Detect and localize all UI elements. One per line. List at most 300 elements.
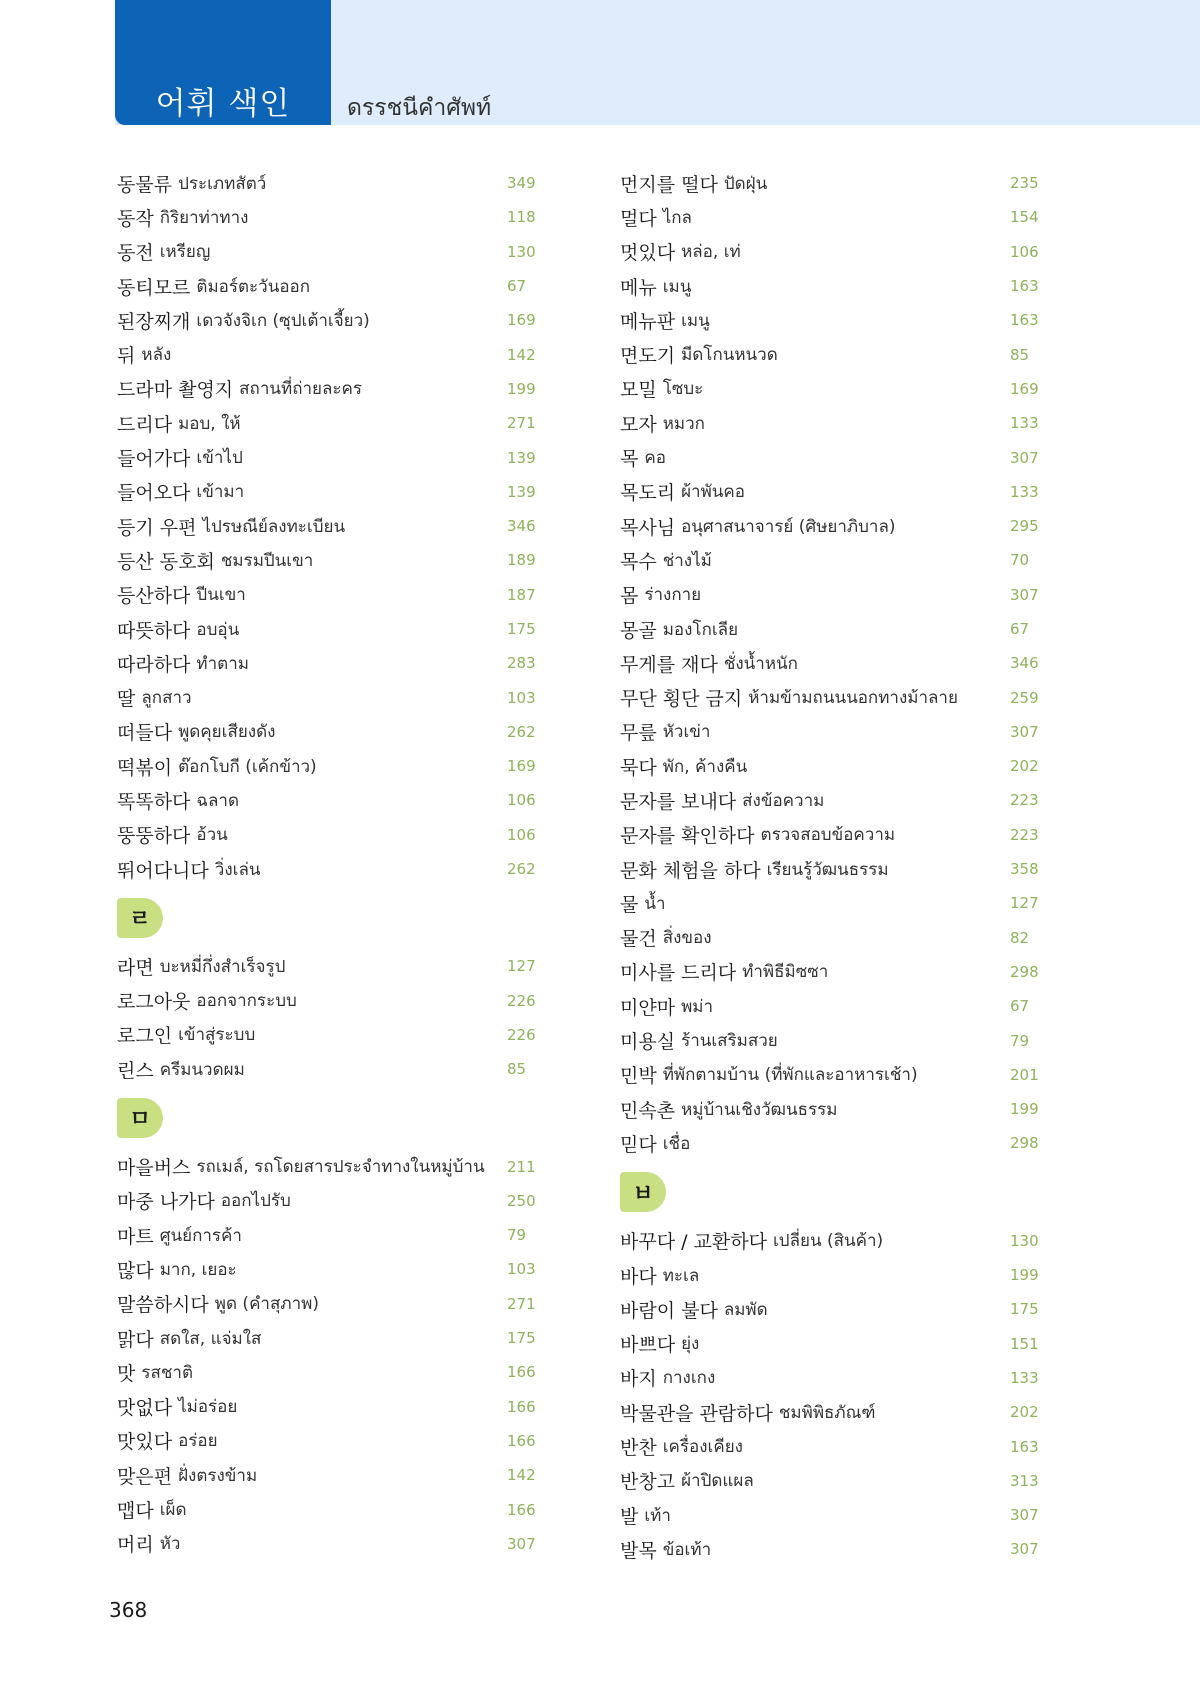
thai-translation: ออกไปรับ xyxy=(220,1191,291,1212)
korean-term: 묵다 xyxy=(620,756,657,779)
thai-translation: รสชาติ xyxy=(141,1362,193,1383)
thai-translation: เครื่องเคียง xyxy=(662,1437,743,1458)
thai-translation: ร้านเสริมสวย xyxy=(681,1031,778,1052)
korean-term: 들어오다 xyxy=(117,482,191,505)
index-entry xyxy=(117,646,534,680)
thai-translation: ไปรษณีย์ลงทะเบียน xyxy=(202,516,346,537)
thai-translation: วิ่งเล่น xyxy=(214,859,261,880)
page-reference: 82 xyxy=(1010,928,1030,947)
thai-translation: ปัดฝุ่น xyxy=(723,173,768,194)
korean-term: 드리다 xyxy=(117,413,173,436)
korean-term: 맛 xyxy=(117,1362,136,1385)
page-reference: 307 xyxy=(507,1534,536,1553)
page-reference: 223 xyxy=(1010,791,1039,810)
page-reference: 199 xyxy=(507,379,536,398)
thai-translation: เมนู xyxy=(681,310,710,331)
page-reference: 346 xyxy=(507,517,536,536)
index-entry xyxy=(620,303,1037,337)
index-entry xyxy=(620,749,1037,783)
korean-term: 딸 xyxy=(117,688,136,711)
korean-term: 동전 xyxy=(117,242,154,265)
korean-term: 로그인 xyxy=(117,1025,173,1048)
index-entry xyxy=(620,578,1037,612)
section-header xyxy=(620,1161,1037,1224)
thai-translation: หมู่บ้านเชิงวัฒนธรรม xyxy=(681,1099,838,1120)
index-entry xyxy=(620,715,1037,749)
thai-translation: รถเมล์, รถโดยสารประจำทางในหมู่บ้าน xyxy=(196,1157,485,1178)
korean-term: 맵다 xyxy=(117,1500,154,1523)
thai-translation: โซบะ xyxy=(662,379,704,400)
page-reference: 163 xyxy=(1010,1437,1039,1456)
thai-translation: มาก, เยอะ xyxy=(159,1259,237,1280)
korean-term: 따뜻하다 xyxy=(117,619,191,642)
page-number: 368 xyxy=(109,1598,148,1622)
korean-term: 민속촌 xyxy=(620,1099,676,1122)
index-entry xyxy=(117,269,534,303)
thai-translation: คอ xyxy=(644,448,666,469)
page-reference: 166 xyxy=(507,1397,536,1416)
thai-translation: ฝั่งตรงข้าม xyxy=(178,1465,258,1486)
thai-translation: อบอุ่น xyxy=(196,619,240,640)
korean-term: 맛없다 xyxy=(117,1397,173,1420)
thai-translation: ทำตาม xyxy=(196,653,249,674)
korean-term: 떡볶이 xyxy=(117,756,173,779)
index-entry xyxy=(620,783,1037,817)
thai-translation: ช่างไม้ xyxy=(662,550,712,571)
page-reference: 313 xyxy=(1010,1471,1039,1490)
index-entry xyxy=(620,440,1037,474)
korean-term: 목도리 xyxy=(620,482,676,505)
thai-translation: อ้วน xyxy=(196,825,228,846)
index-entry xyxy=(117,303,534,337)
index-entry xyxy=(117,984,534,1018)
korean-term: 메뉴 xyxy=(620,276,657,299)
korean-term: 등산 동호회 xyxy=(117,550,215,573)
index-entry xyxy=(117,1355,534,1389)
index-entry xyxy=(620,1327,1037,1361)
index-entry xyxy=(117,475,534,509)
korean-term: 떠들다 xyxy=(117,722,173,745)
page-reference: 118 xyxy=(507,208,536,227)
index-entry xyxy=(620,200,1037,234)
thai-translation: ชมรมปีนเขา xyxy=(220,550,314,571)
index-entry xyxy=(117,749,534,783)
korean-term: 맞은편 xyxy=(117,1465,173,1488)
index-entry xyxy=(117,1052,534,1086)
thai-translation: ฉลาด xyxy=(196,790,240,811)
index-entry xyxy=(620,680,1037,714)
page-reference: 226 xyxy=(507,991,536,1010)
page-reference: 166 xyxy=(507,1363,536,1382)
page-reference: 235 xyxy=(1010,174,1039,193)
index-entry xyxy=(117,337,534,371)
page-reference: 202 xyxy=(1010,1403,1039,1422)
thai-translation: เปลี่ยน (สินค้า) xyxy=(772,1231,884,1252)
page-reference: 223 xyxy=(1010,825,1039,844)
page-reference: 163 xyxy=(1010,277,1039,296)
page-reference: 67 xyxy=(1010,620,1030,638)
page-reference: 175 xyxy=(507,1329,536,1348)
thai-translation: ชั่งน้ำหนัก xyxy=(723,653,798,674)
index-entry xyxy=(117,372,534,406)
korean-term: 메뉴판 xyxy=(620,310,676,333)
korean-term: 모밀 xyxy=(620,379,657,402)
korean-term: 마을버스 xyxy=(117,1157,191,1180)
thai-translation: ตรวจสอบข้อความ xyxy=(760,825,896,846)
index-entry xyxy=(620,509,1037,543)
page-reference: 346 xyxy=(1010,654,1039,673)
index-entry xyxy=(620,1023,1037,1057)
korean-term: 무게를 재다 xyxy=(620,653,718,676)
index-entry xyxy=(620,235,1037,269)
index-entry xyxy=(117,680,534,714)
page-reference: 226 xyxy=(507,1025,536,1044)
index-entry xyxy=(117,612,534,646)
section-badge: ㅂ xyxy=(620,1172,666,1212)
index-entry xyxy=(117,200,534,234)
index-entry xyxy=(620,475,1037,509)
korean-term: 따라하다 xyxy=(117,653,191,676)
index-entry xyxy=(620,886,1037,920)
korean-term: 먼지를 떨다 xyxy=(620,173,718,196)
page-reference: 130 xyxy=(507,242,536,261)
page-reference: 262 xyxy=(507,722,536,741)
index-entry xyxy=(117,166,534,200)
index-entry xyxy=(117,783,534,817)
korean-term: 문자를 보내다 xyxy=(620,790,737,813)
thai-translation: ชมพิพิธภัณฑ์ xyxy=(778,1402,876,1423)
korean-term: 민박 xyxy=(620,1065,657,1088)
korean-term: 로그아웃 xyxy=(117,991,191,1014)
index-entry xyxy=(117,406,534,440)
korean-term: 바다 xyxy=(620,1265,657,1288)
korean-term: 뒤 xyxy=(117,345,136,368)
thai-translation: กางเกง xyxy=(662,1368,716,1389)
thai-translation: เท้า xyxy=(644,1505,671,1526)
korean-term: 목사님 xyxy=(620,516,676,539)
korean-term: 문자를 확인하다 xyxy=(620,825,755,848)
index-entry xyxy=(620,818,1037,852)
page-reference: 67 xyxy=(1010,997,1030,1016)
index-entry xyxy=(620,1092,1037,1126)
page-title: 어휘 색인 xyxy=(155,86,291,122)
korean-term: 동작 xyxy=(117,207,154,230)
page-reference: 139 xyxy=(507,482,536,501)
korean-term: 똑똑하다 xyxy=(117,790,191,813)
thai-translation: ทำพิธีมิซซา xyxy=(742,962,829,983)
index-entry xyxy=(620,1395,1037,1429)
korean-term: 바지 xyxy=(620,1368,657,1391)
korean-term: 바꾸다 / 교환하다 xyxy=(620,1231,767,1254)
thai-translation: ที่พักตามบ้าน (ที่พักและอาหารเช้า) xyxy=(662,1065,918,1086)
index-entry xyxy=(620,337,1037,371)
korean-term: 면도기 xyxy=(620,345,676,368)
thai-translation: พัก, ค้างคืน xyxy=(662,756,748,777)
index-entry xyxy=(620,955,1037,989)
index-entry xyxy=(620,372,1037,406)
index-entry xyxy=(620,1464,1037,1498)
thai-translation: เดวจังจิเก (ซุปเต้าเจี้ยว) xyxy=(196,310,370,331)
page-reference: 85 xyxy=(1010,345,1030,364)
korean-term: 마중 나가다 xyxy=(117,1191,215,1214)
thai-translation: ประเภทสัตว์ xyxy=(178,173,267,194)
korean-term: 몸 xyxy=(620,585,639,608)
korean-term: 목 xyxy=(620,448,639,471)
thai-translation: สิ่งของ xyxy=(662,928,712,949)
thai-translation: ออกจากระบบ xyxy=(196,991,297,1012)
index-entry xyxy=(117,578,534,612)
korean-term: 미사를 드리다 xyxy=(620,962,737,985)
page-reference: 199 xyxy=(1010,1100,1039,1119)
thai-translation: เชื่อ xyxy=(662,1133,691,1154)
page-reference: 298 xyxy=(1010,1134,1039,1153)
page-reference: 271 xyxy=(507,1294,536,1313)
index-entry xyxy=(620,612,1037,646)
thai-translation: น้ำ xyxy=(644,893,666,914)
thai-translation: พม่า xyxy=(681,996,714,1017)
thai-translation: ผ้าพันคอ xyxy=(681,482,745,503)
korean-term: 동물류 xyxy=(117,173,173,196)
index-entry xyxy=(620,989,1037,1023)
thai-translation: สถานที่ถ่ายละคร xyxy=(239,379,363,400)
index-entry xyxy=(117,949,534,983)
page-reference: 106 xyxy=(507,825,536,844)
thai-translation: ไกล xyxy=(662,207,692,228)
korean-term: 무릎 xyxy=(620,722,657,745)
section-header xyxy=(117,886,534,949)
index-entry xyxy=(620,406,1037,440)
index-entry xyxy=(620,166,1037,200)
thai-translation: หมวก xyxy=(662,413,705,434)
korean-term: 린스 xyxy=(117,1059,154,1082)
page-reference: 202 xyxy=(1010,757,1039,776)
thai-translation: เผ็ด xyxy=(159,1500,187,1521)
korean-term: 미얀마 xyxy=(620,996,676,1019)
page-reference: 295 xyxy=(1010,517,1039,536)
korean-term: 반창고 xyxy=(620,1471,676,1494)
thai-translation: ข้อเท้า xyxy=(662,1539,712,1560)
page-reference: 127 xyxy=(1010,894,1039,913)
page-reference: 349 xyxy=(507,174,536,193)
korean-term: 된장찌개 xyxy=(117,310,191,333)
korean-term: 문화 체험을 하다 xyxy=(620,859,761,882)
page-reference: 271 xyxy=(507,414,536,433)
thai-translation: พูดคุยเสียงดัง xyxy=(178,722,276,743)
page-reference: 189 xyxy=(507,551,536,570)
korean-term: 바람이 불다 xyxy=(620,1299,718,1322)
page-reference: 85 xyxy=(507,1060,527,1079)
thai-translation: ทะเล xyxy=(662,1265,700,1286)
korean-term: 말씀하시다 xyxy=(117,1294,209,1317)
korean-term: 마트 xyxy=(117,1225,154,1248)
index-entry xyxy=(620,646,1037,680)
index-entry xyxy=(117,1218,534,1252)
page-reference: 283 xyxy=(507,654,536,673)
korean-term: 믿다 xyxy=(620,1133,657,1156)
thai-translation: ส่งข้อความ xyxy=(742,790,825,811)
thai-translation: หลัง xyxy=(141,345,172,366)
korean-term: 모자 xyxy=(620,413,657,436)
thai-translation: หัว xyxy=(159,1534,181,1555)
thai-translation: มอบ, ให้ xyxy=(178,413,241,434)
page-reference: 307 xyxy=(1010,1506,1039,1525)
index-entry xyxy=(117,440,534,474)
korean-term: 미용실 xyxy=(620,1031,676,1054)
korean-term: 몽골 xyxy=(620,619,657,642)
korean-term: 동티모르 xyxy=(117,276,191,299)
thai-translation: ลมพัด xyxy=(723,1299,768,1320)
page-reference: 307 xyxy=(1010,1540,1039,1559)
index-entry xyxy=(117,1424,534,1458)
thai-translation: หัวเข่า xyxy=(662,722,711,743)
page-subtitle: ดรรชนีคำศัพท์ xyxy=(347,95,492,121)
section-header xyxy=(117,1086,534,1149)
thai-translation: ร่างกาย xyxy=(644,585,702,606)
korean-term: 들어가다 xyxy=(117,448,191,471)
index-entry xyxy=(117,1458,534,1492)
index-entry xyxy=(620,1224,1037,1258)
page-reference: 154 xyxy=(1010,208,1039,227)
index-entry xyxy=(117,1149,534,1183)
index-entry xyxy=(620,1532,1037,1566)
page-reference: 106 xyxy=(507,791,536,810)
thai-translation: ปีนเขา xyxy=(196,585,246,606)
korean-term: 맛있다 xyxy=(117,1431,173,1454)
page-reference: 79 xyxy=(507,1226,527,1245)
page-reference: 103 xyxy=(507,688,536,707)
index-column-right xyxy=(620,166,1037,1567)
thai-translation: กิริยาท่าทาง xyxy=(159,207,249,228)
page-reference: 307 xyxy=(1010,585,1039,604)
page-reference: 298 xyxy=(1010,962,1039,981)
korean-term: 등기 우편 xyxy=(117,516,197,539)
korean-term: 많다 xyxy=(117,1259,154,1282)
korean-term: 멀다 xyxy=(620,207,657,230)
thai-translation: ยุ่ง xyxy=(681,1334,700,1355)
page-reference: 307 xyxy=(1010,722,1039,741)
index-entry xyxy=(620,269,1037,303)
index-entry xyxy=(620,1498,1037,1532)
korean-term: 물건 xyxy=(620,928,657,951)
index-entry xyxy=(620,1058,1037,1092)
page-reference: 133 xyxy=(1010,482,1039,501)
index-entry xyxy=(117,852,534,886)
korean-term: 물 xyxy=(620,893,639,916)
thai-translation: ต๊อกโบกี (เค้กข้าว) xyxy=(178,756,317,777)
index-entry xyxy=(620,1361,1037,1395)
thai-translation: เข้าสู่ระบบ xyxy=(178,1025,256,1046)
thai-translation: พูด (คำสุภาพ) xyxy=(214,1294,319,1315)
korean-term: 뛰어다니다 xyxy=(117,859,209,882)
page-reference: 106 xyxy=(1010,242,1039,261)
page-reference: 358 xyxy=(1010,860,1039,879)
korean-term: 머리 xyxy=(117,1534,154,1557)
index-entry xyxy=(117,1018,534,1052)
index-column-left xyxy=(117,166,534,1561)
page-reference: 307 xyxy=(1010,448,1039,467)
page-reference: 133 xyxy=(1010,414,1039,433)
korean-term: 등산하다 xyxy=(117,585,191,608)
page-reference: 169 xyxy=(1010,379,1039,398)
page-reference: 139 xyxy=(507,448,536,467)
thai-translation: สดใส, แจ่มใส xyxy=(159,1328,262,1349)
index-entry xyxy=(117,715,534,749)
thai-translation: ห้ามข้ามถนนนอกทางม้าลาย xyxy=(748,688,958,709)
page-reference: 166 xyxy=(507,1500,536,1519)
page-reference: 133 xyxy=(1010,1368,1039,1387)
page-reference: 79 xyxy=(1010,1031,1030,1050)
page-reference: 175 xyxy=(507,620,536,638)
korean-term: 바쁘다 xyxy=(620,1334,676,1357)
thai-translation: เข้าไป xyxy=(196,448,243,469)
page-reference: 262 xyxy=(507,860,536,879)
index-entry xyxy=(117,1184,534,1218)
page-reference: 151 xyxy=(1010,1334,1039,1353)
thai-translation: บะหมี่กึ่งสำเร็จรูป xyxy=(159,956,286,977)
index-entry xyxy=(620,1126,1037,1160)
korean-term: 무단 횡단 금지 xyxy=(620,688,743,711)
page-reference: 67 xyxy=(507,277,527,296)
index-entry xyxy=(620,1429,1037,1463)
korean-term: 라면 xyxy=(117,956,154,979)
section-badge: ㄹ xyxy=(117,898,163,938)
index-entry xyxy=(620,852,1037,886)
page-reference: 250 xyxy=(507,1191,536,1210)
korean-term: 반찬 xyxy=(620,1437,657,1460)
thai-translation: เหรียญ xyxy=(159,242,211,263)
index-entry xyxy=(117,818,534,852)
index-entry xyxy=(620,921,1037,955)
index-entry xyxy=(117,1527,534,1561)
thai-translation: เมนู xyxy=(662,276,692,297)
page-reference: 175 xyxy=(1010,1300,1039,1319)
page-reference: 201 xyxy=(1010,1065,1039,1084)
index-entry xyxy=(117,235,534,269)
korean-term: 뚱뚱하다 xyxy=(117,825,191,848)
thai-translation: ผ้าปิดแผล xyxy=(681,1471,754,1492)
thai-translation: ติมอร์ตะวันออก xyxy=(196,276,311,297)
page-reference: 103 xyxy=(507,1260,536,1279)
korean-term: 맑다 xyxy=(117,1328,154,1351)
korean-term: 박물관을 관람하다 xyxy=(620,1402,773,1425)
thai-translation: หล่อ, เท่ xyxy=(681,242,741,263)
thai-translation: ครีมนวดผม xyxy=(159,1059,245,1080)
page-reference: 169 xyxy=(507,757,536,776)
thai-translation: ศูนย์การค้า xyxy=(159,1225,242,1246)
section-badge: ㅁ xyxy=(117,1098,163,1138)
index-entry xyxy=(117,1321,534,1355)
index-entry xyxy=(117,1390,534,1424)
index-entry xyxy=(117,1252,534,1286)
korean-term: 발목 xyxy=(620,1539,657,1562)
page-reference: 199 xyxy=(1010,1266,1039,1285)
index-entry xyxy=(117,509,534,543)
thai-translation: มองโกเลีย xyxy=(662,619,739,640)
page-reference: 127 xyxy=(507,957,536,976)
index-entry xyxy=(620,1292,1037,1326)
thai-translation: อนุศาสนาจารย์ (ศิษยาภิบาล) xyxy=(681,516,896,537)
index-entry xyxy=(117,1492,534,1526)
index-entry xyxy=(620,1258,1037,1292)
page-reference: 166 xyxy=(507,1431,536,1450)
page-reference: 142 xyxy=(507,1466,536,1485)
thai-translation: ไม่อร่อย xyxy=(178,1397,238,1418)
page-reference: 211 xyxy=(507,1157,536,1176)
page-reference: 163 xyxy=(1010,311,1039,330)
page-reference: 259 xyxy=(1010,688,1039,707)
page-reference: 130 xyxy=(1010,1231,1039,1250)
index-entry xyxy=(620,543,1037,577)
